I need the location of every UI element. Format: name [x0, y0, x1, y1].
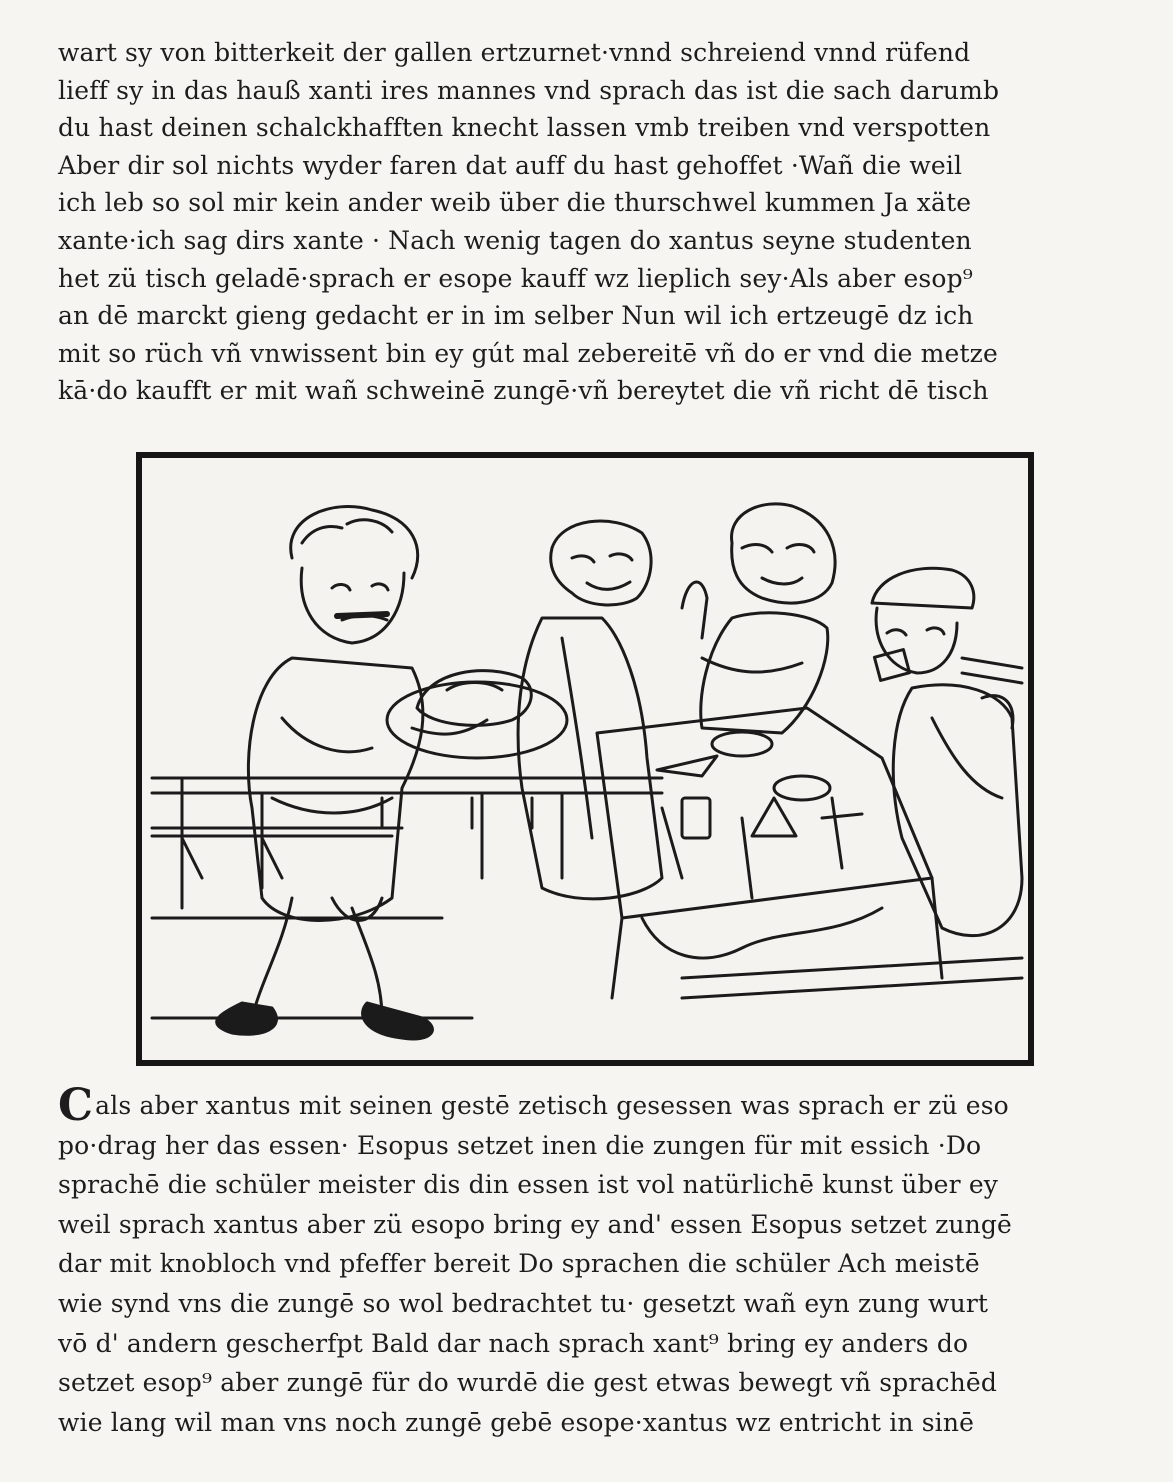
text-line-with-initial [58, 1080, 1128, 1131]
text-line: Aber dir sol nichts wyder faren dat auff du hast gehoffet ·Wañ die weil [58, 150, 963, 180]
text-line: als aber xantus mit seinen gestē zetisch gesessen was sprach er zü eso [95, 1091, 1009, 1120]
text-line: ich leb so sol mir kein ander weib über die thurschwel kummen Ja xäte [58, 188, 972, 218]
text-line: wie synd vns die zungē so wol bedrachtet tu· gesetzt wañ eyn zung wurt [58, 1288, 989, 1318]
text-line: po·drag her das essen· Esopus setzet inen die zungen für mit essich ·Do [58, 1130, 982, 1160]
text-line: dar mit knobloch vnd pfeffer bereit Do sprachen die schüler Ach meistē [58, 1249, 980, 1279]
young-guest-figure [701, 504, 835, 733]
text-line: du hast deinen schalckhafften knecht lassen vmb treiben vnd verspotten [58, 113, 991, 143]
text-line: vō d' andern gescherfpt Bald dar nach sprach xant⁹ bring ey anders do [58, 1328, 969, 1358]
upper-text-block [58, 34, 1128, 410]
text-line: xante·ich sag dirs xante · Nach wenig tagen do xantus seyne studenten [58, 225, 972, 255]
initial-letter: C [58, 1080, 94, 1131]
capped-guest-figure [872, 568, 1022, 935]
background-planks [682, 658, 1022, 998]
text-line: kā·do kaufft er mit wañ schweinē zungē·vñ bereytet die vñ richt dē tisch [58, 376, 989, 406]
plate-with-bread [387, 671, 567, 758]
text-line: het zü tisch geladē·sprach er esope kauff wz lieplich sey·Als aber esop⁹ [58, 263, 973, 293]
text-line: weil sprach xantus aber zü esopo bring ey and' essen Esopus setzet zungē [58, 1209, 1013, 1239]
table-drawing [597, 708, 942, 998]
lower-text-block [58, 1080, 1128, 1442]
text-line: an dē marckt gieng gedacht er in im selber Nun wil ich ertzeugē dz ich [58, 301, 974, 331]
text-line: sprachē die schüler meister dis din essen ist vol natürlichē kunst über ey [58, 1170, 999, 1200]
text-line: lieff sy in das hauß xanti ires mannes vnd sprach das ist die sach darumb [58, 75, 1000, 105]
servant-figure [217, 507, 487, 1039]
woodcut-illustration [136, 452, 1034, 1066]
text-line: mit so rüch vñ vnwissent bin ey gút mal zebereitē vñ do er vnd die metze [58, 338, 998, 368]
text-line: setzet esop⁹ aber zungē für do wurdē die gest etwas bewegt vñ sprachēd [58, 1368, 997, 1398]
text-line: wie lang wil man vns noch zungē gebē esope·xantus wz entricht in sinē [58, 1407, 975, 1437]
text-line: wart sy von bitterkeit der gallen ertzurnet·vnnd schreiend vnnd rüfend [58, 38, 971, 67]
